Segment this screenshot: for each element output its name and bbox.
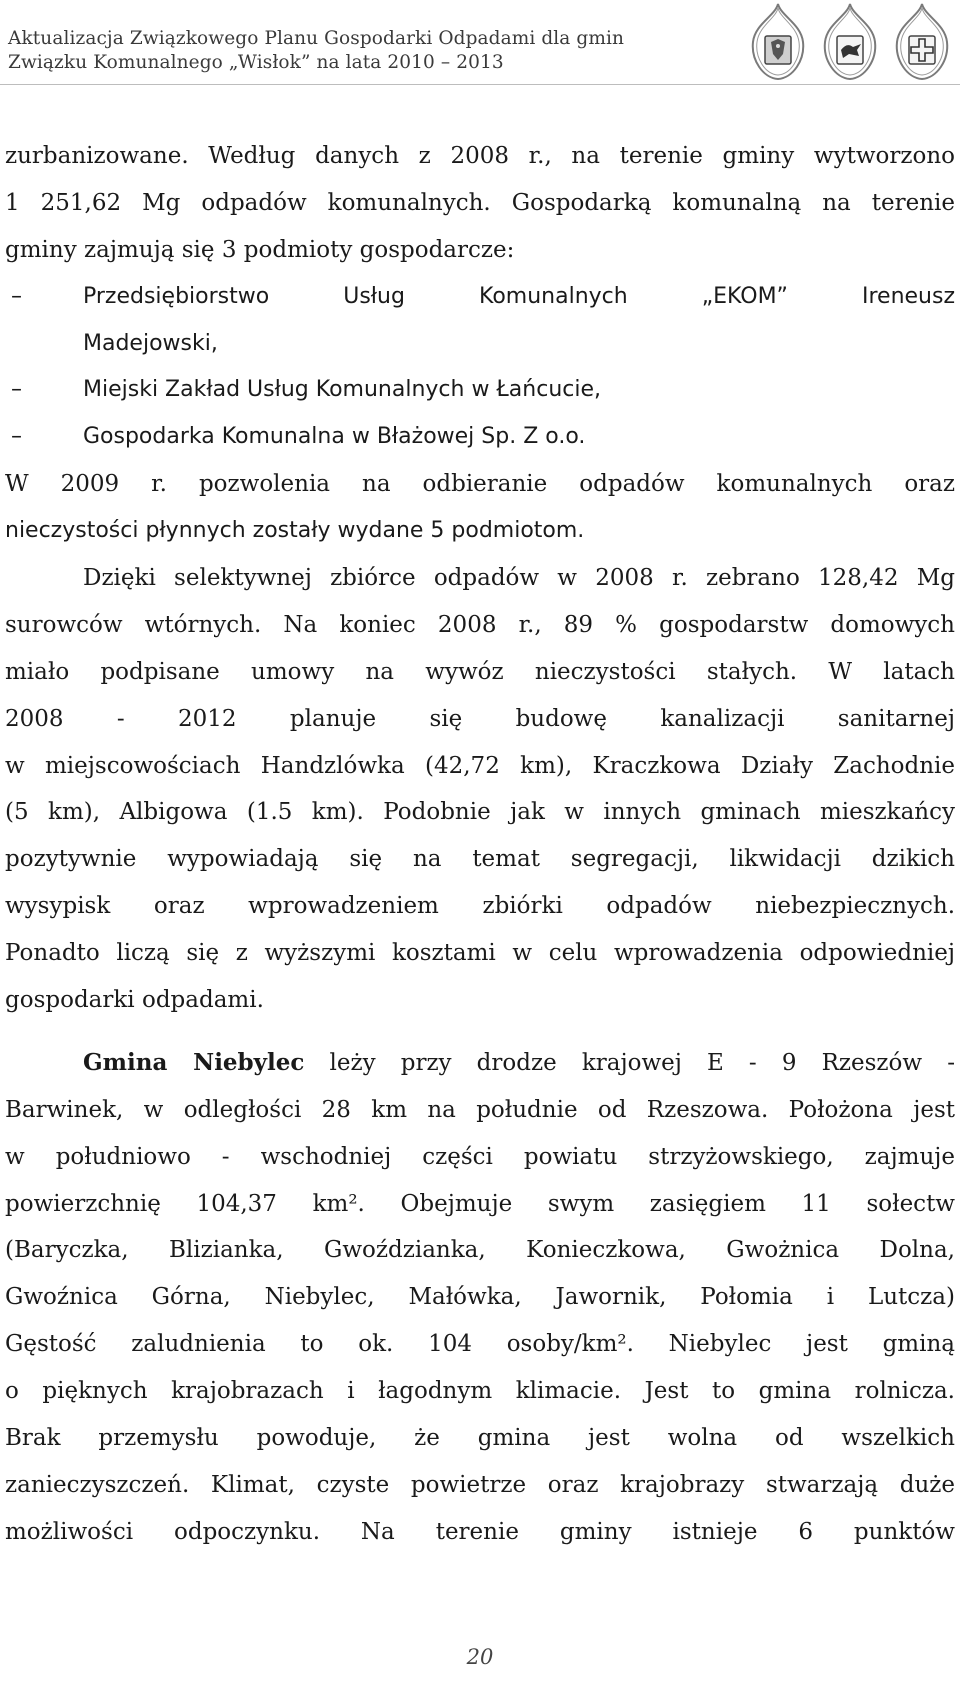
list-dash: – — [11, 424, 22, 450]
list-dash: – — [11, 283, 22, 309]
text-line: Gęstość zaludnienia to ok. 104 osoby/km². Niebylec jest gminą — [5, 1331, 955, 1358]
header-divider — [0, 84, 960, 85]
text-line: zanieczyszczeń. Klimat, czyste powietrze oraz krajobrazy stwarzają duże — [5, 1471, 955, 1498]
text-line: możliwości odpoczynku. Na terenie gminy istnieje 6 punktów — [5, 1518, 955, 1545]
text-line: 2008 - 2012 planuje się budowę kanalizacji sanitarnej — [5, 705, 955, 732]
text-line: powierzchnię 104,37 km². Obejmuje swym zasięgiem 11 sołectw — [5, 1190, 955, 1217]
text-line: wysypisk oraz wprowadzeniem zbiórki odpadów niebezpiecznych. — [5, 893, 955, 920]
list-item-text: Miejski Zakład Usług Komunalnych w Łańcucie, — [83, 377, 601, 403]
text-line: Barwinek, w odległości 28 km na południe od Rzeszowa. Położona jest — [5, 1096, 955, 1123]
text-line: nieczystości płynnych zostały wydane 5 podmiotom. — [5, 518, 585, 544]
text-line: miało podpisane umowy na wywóz nieczystości stałych. W latach — [5, 658, 955, 685]
list-item-text: Przedsiębiorstwo Usług Komunalnych „EKOM” Ireneusz — [83, 283, 955, 309]
header-title-line1: Aktualizacja Związkowego Planu Gospodarki Odpadami dla gmin — [8, 28, 625, 49]
crest-bird-icon — [815, 2, 885, 82]
text-line: zurbanizowane. Według danych z 2008 r., na terenie gminy wytworzono — [5, 143, 955, 169]
list-item — [5, 414, 955, 461]
page-number: 20 — [466, 1645, 494, 1669]
text-line: surowców wtórnych. Na koniec 2008 r., 89 % gospodarstw domowych — [5, 611, 955, 638]
text-line: 1 251,62 Mg odpadów komunalnych. Gospodarką komunalną na terenie — [5, 189, 955, 216]
text-line: w miejscowościach Handzlówka (42,72 km), Kraczkowa Działy Zachodnie — [5, 752, 955, 779]
text-line: (Baryczka, Blizianka, Gwoździanka, Konieczkowa, Gwożnica Dolna, — [5, 1237, 955, 1264]
text-line: Dzięki selektywnej zbiórce odpadów w 2008 r. zebrano 128,42 Mg — [83, 565, 955, 592]
text-line: Brak przemysłu powoduje, że gmina jest wolna od wszelkich — [5, 1425, 955, 1452]
list-item — [5, 274, 955, 321]
list-item-text: Gospodarka Komunalna w Błażowej Sp. Z o.o. — [83, 424, 586, 450]
page-header — [0, 0, 960, 86]
text-line: Ponadto liczą się z wyższymi kosztami w celu wprowadzenia odpowiedniej — [5, 940, 955, 967]
text-line: pozytywnie wypowiadają się na temat segregacji, likwidacji dzikich — [5, 846, 955, 873]
text-line: gospodarki odpadami. — [5, 987, 264, 1014]
text-line: (5 km), Albigowa (1.5 km). Podobnie jak w innych gminach mieszkańcy — [5, 799, 955, 826]
text-line: Gwoźnica Górna, Niebylec, Małówka, Jawornik, Połomia i Lutcza) — [5, 1284, 955, 1311]
list-item-continuation: Madejowski, — [83, 330, 218, 356]
list-dash: – — [11, 377, 22, 403]
text-line: w południowo - wschodniej części powiatu strzyżowskiego, zajmuje — [5, 1143, 955, 1170]
list-item — [5, 367, 955, 414]
text-line-rest: leży przy drodze krajowej E - 9 Rzeszów - — [304, 1049, 955, 1076]
paragraph-spacer — [5, 1024, 955, 1040]
crest-eagle-icon — [743, 2, 813, 82]
header-crests — [743, 2, 960, 82]
text-line: o pięknych krajobrazach i łagodnym klimacie. Jest to gmina rolnicza. — [5, 1378, 955, 1405]
crest-cross-icon — [887, 2, 957, 82]
gmina-name-bold: Gmina Niebylec — [83, 1048, 305, 1076]
text-line: gminy zajmują się 3 podmioty gospodarcze: — [5, 236, 515, 263]
text-line — [5, 1040, 955, 1087]
body-text — [5, 133, 955, 1556]
text-line: W 2009 r. pozwolenia na odbieranie odpadów komunalnych oraz — [5, 471, 955, 498]
header-title — [8, 27, 624, 75]
header-title-line2: Związku Komunalnego „Wisłok” na lata 2010 – 2013 — [8, 52, 504, 73]
